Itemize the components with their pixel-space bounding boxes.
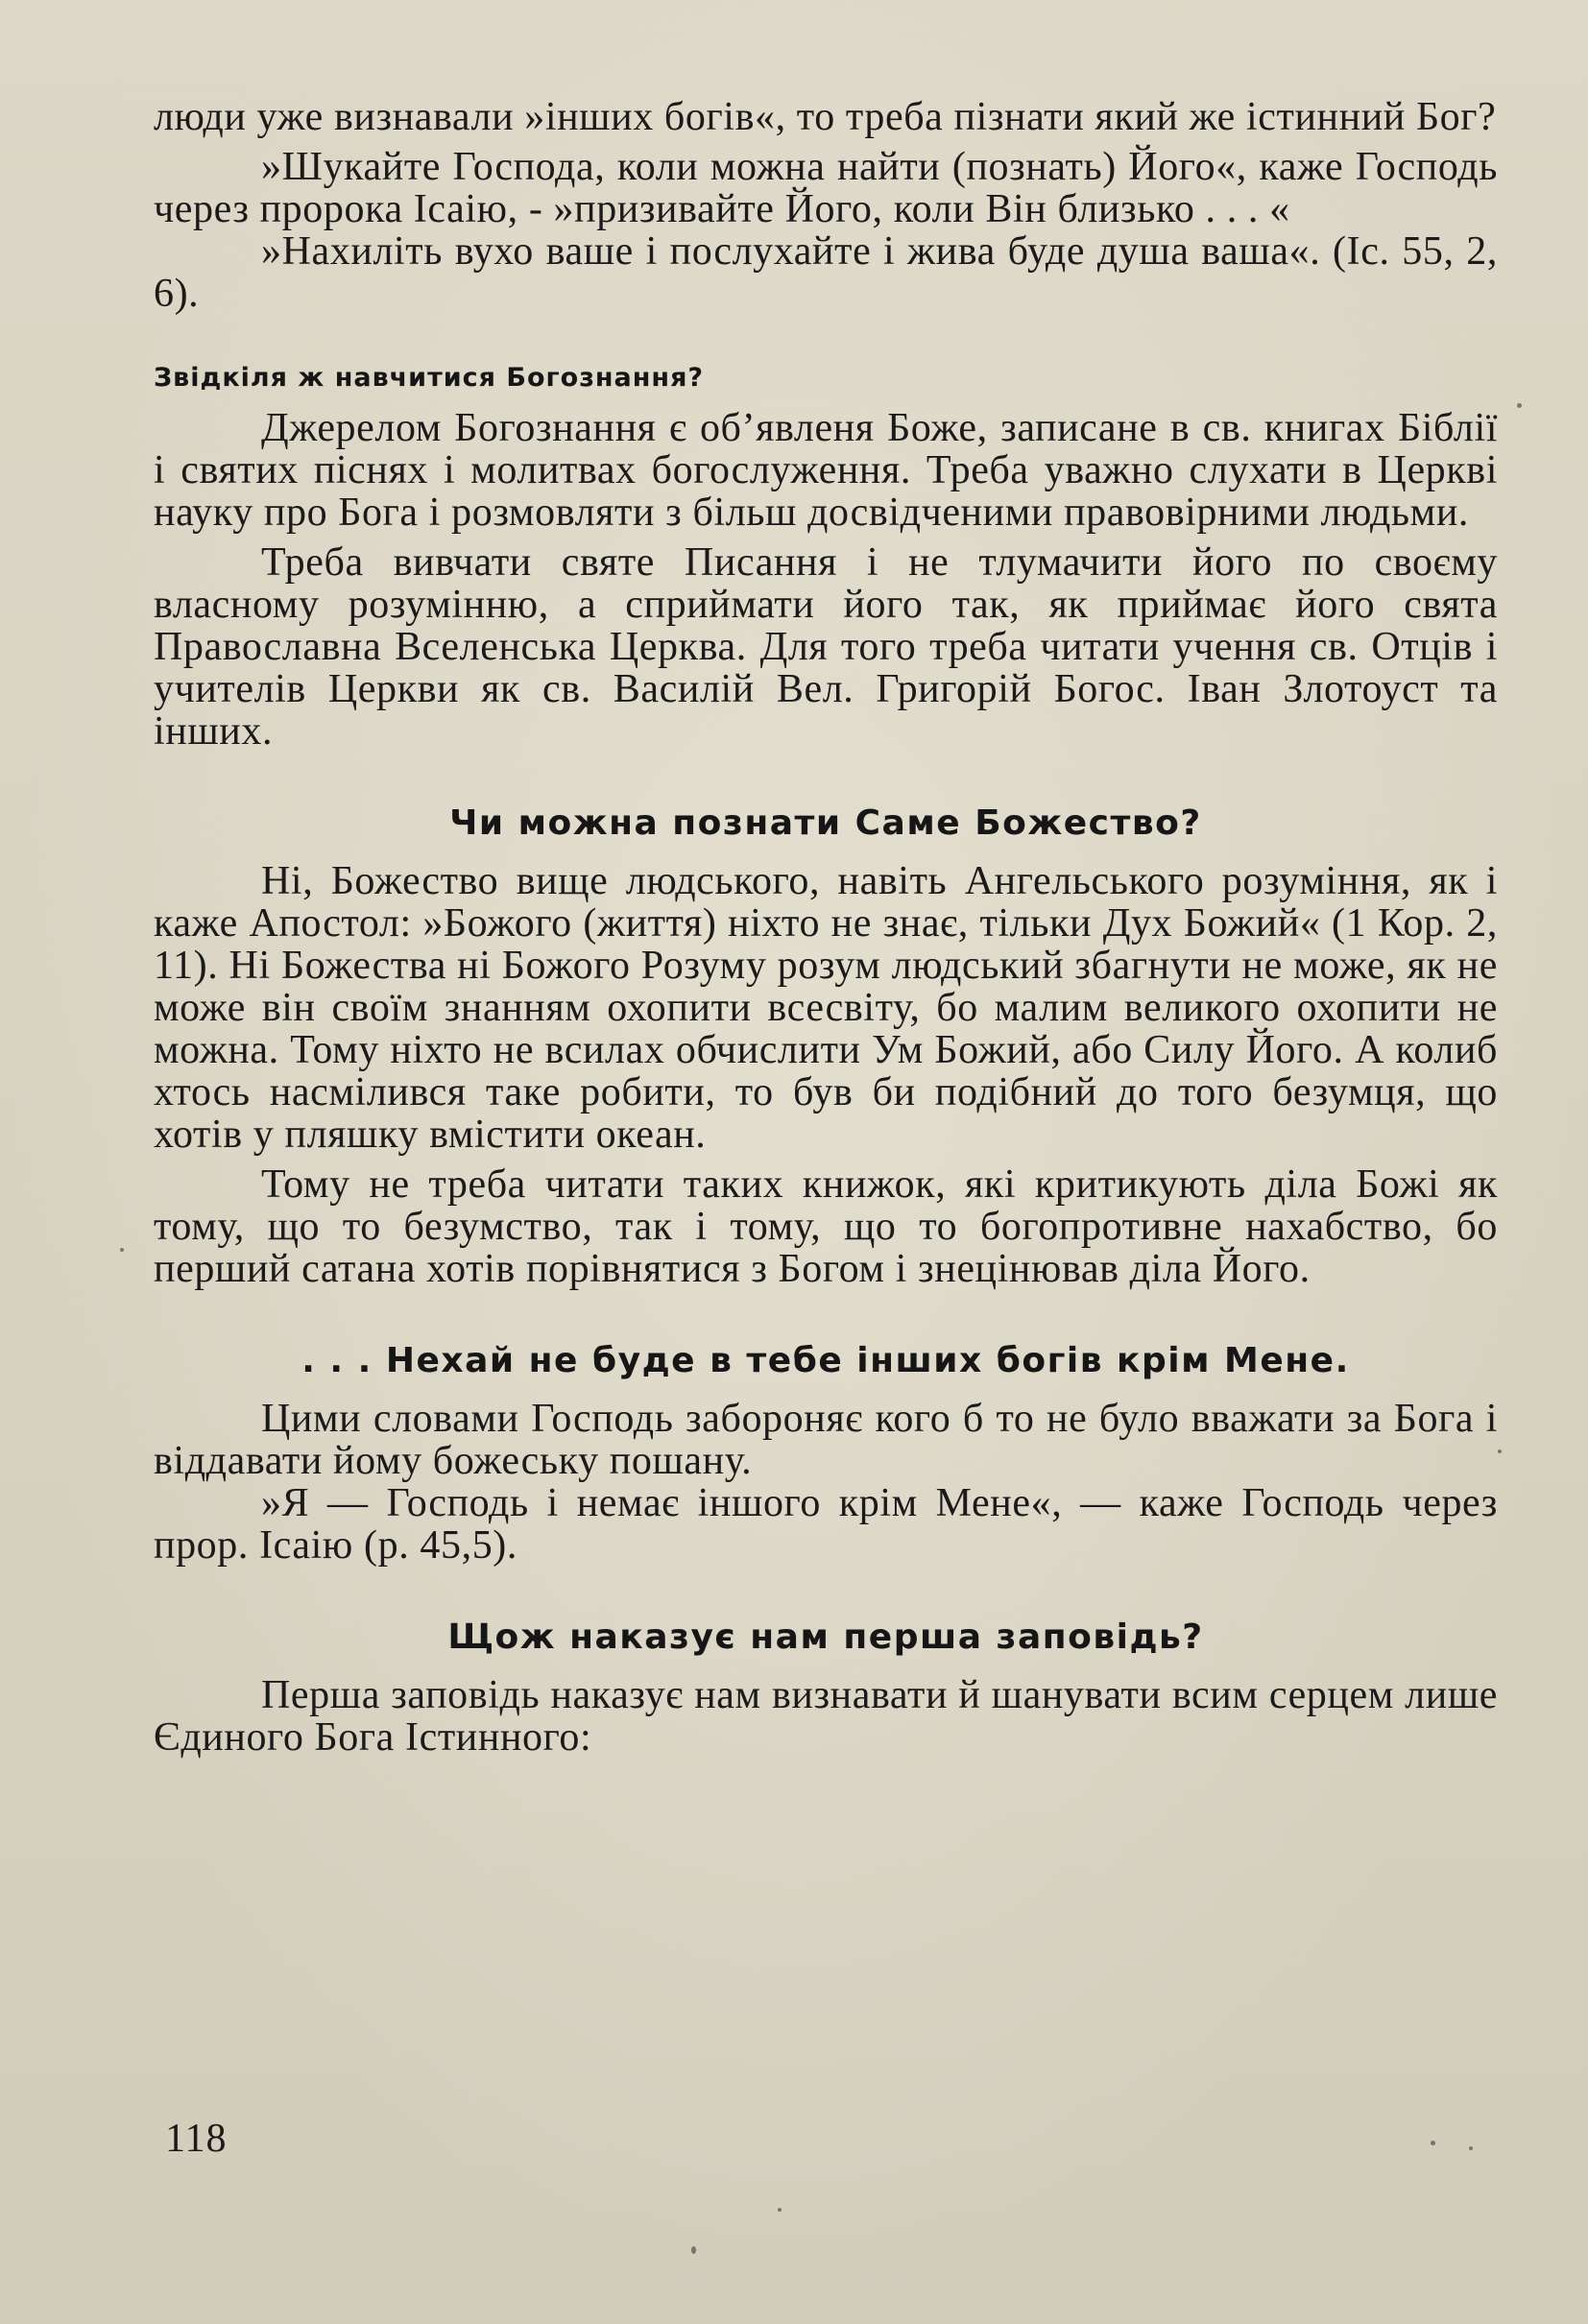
isaiah-quote-paragraph-2: »Нахиліть вухо ваше і послухайте і жива буде душа ваша«. (Іс. 55, 2, 6). bbox=[154, 229, 1498, 316]
paper-speck bbox=[120, 1248, 124, 1252]
paper-speck bbox=[1469, 2146, 1473, 2150]
isaiah-quote-paragraph: »Шукайте Господа, коли можна найти (познать) Його«, каже Господь через пророка Ісаію, - »призивайте Його, коли Він близько . . . « bbox=[154, 145, 1498, 231]
section2-paragraph-1: Ні, Божество вище людського, навіть Ангельського розуміння, як і каже Апостол: »Божого (життя) ніхто не знає, тільки Дух Божий« (1 Кор. 2, 11). Ні Божества ні Божого Розуму розум людський збагнути не може, як не може він своїм знанням охопити всесвіту, бо малим великого охопити не можна. Тому ніхто не всилах обчислити Ум Божий, або Силу Його. А колиб хтось насмілився таке робити, то був би подібний до того безумця, що хотів у пляшку вмістити океан. bbox=[154, 859, 1498, 1157]
paper-speck bbox=[691, 2246, 696, 2254]
section1-paragraph-2: Треба вивчати святе Писання і не тлумачити його по своєму власному розумінню, а сприймати його так, як приймає його свята Православна Вселенська Церква. Для того треба читати учення св. Отців і учителів Церкви як св. Василій Вел. Григорій Богос. Іван Злотоуст та інших. bbox=[154, 540, 1498, 754]
paper-speck bbox=[778, 2208, 782, 2212]
section2-paragraph-2: Тому не треба читати таких книжок, які критикують діла Божі як тому, що то безумство, так і тому, що то богопротивне нахабство, бо перший сатана хотів порівнятися з Богом і знецінював діла Його. bbox=[154, 1162, 1498, 1291]
section-heading-commandment-text: . . . Нехай не буде в тебе інших богів крім Мене. bbox=[301, 1341, 1350, 1380]
paper-speck bbox=[1517, 403, 1522, 408]
section3-paragraph-2: »Я — Господь і немає іншого крім Мене«, — каже Господь через прор. Ісаію (р. 45,5). bbox=[154, 1481, 1498, 1568]
paper-speck bbox=[1431, 2141, 1435, 2145]
section-heading-first-commandment: Щож наказує нам перша заповідь? bbox=[447, 1617, 1204, 1657]
section-heading-divinity: Чи можна познати Саме Божество? bbox=[449, 803, 1202, 843]
paper-speck bbox=[1498, 1450, 1502, 1453]
continuation-paragraph: люди уже визнавали »інших богів«, то треба пізнати який же істинний Бог? bbox=[154, 95, 1497, 139]
text-column bbox=[154, 96, 1498, 1759]
page-number: 118 bbox=[165, 2117, 228, 2161]
section-heading-knowledge-source: Звідкіля ж навчитися Богознання? bbox=[154, 363, 705, 393]
section1-paragraph-1: Джерелом Богознання є об’явленя Боже, записане в св. книгах Біблії і святих піснях і молитвах богослуження. Треба уважно слухати в Церкві науку про Бога і розмовляти з більш досвідченими правовірними людьми. bbox=[154, 406, 1498, 535]
section4-paragraph-1: Перша заповідь наказує нам визнавати й шанувати всим серцем лише Єдиного Бога Істинного: bbox=[154, 1673, 1498, 1760]
section3-paragraph-1: Цими словами Господь забороняє кого б то не було вважати за Бога і віддавати йому божеську пошану. bbox=[154, 1397, 1498, 1483]
